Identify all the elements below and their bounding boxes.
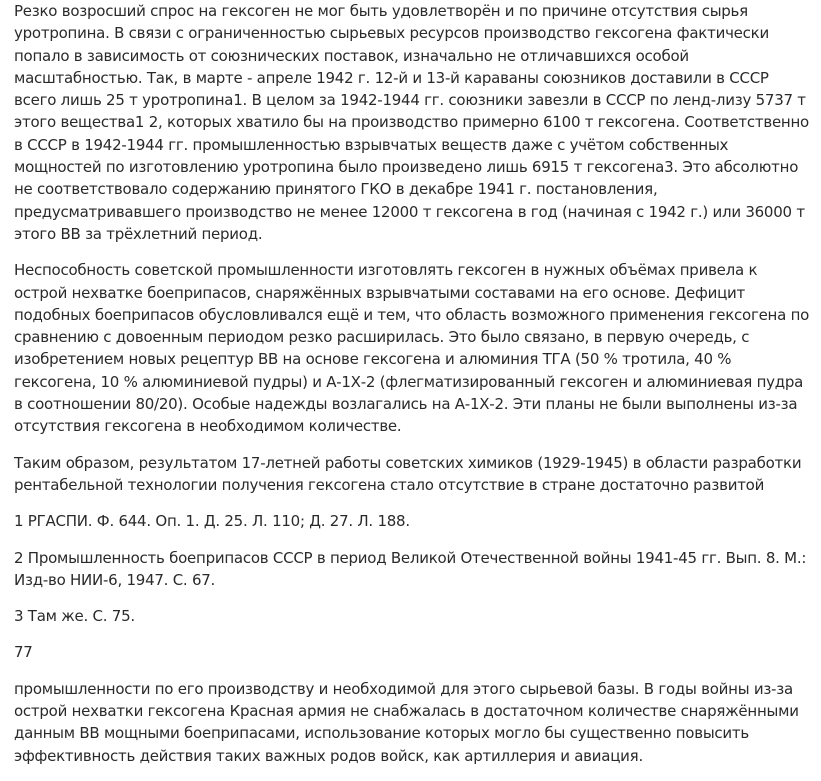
paragraph-uroptropin-shortage: Резко возросший спрос на гексоген не мог быть удовлетворён и по причине отсутствия сырья уротропина. В связи с ограниченностью сырьевых ресурсов производство гексогена фактически попало в зависимость от союзнических поставок, изначально не отличавшихся особой масштабностью. Так, в марте - апреле 1942 г. 12-й и 13-й караваны союзников доставили в СССР всего лишь 25 т уротропина1. В целом за 1942-1944 гг. союзники завезли в СССР по ленд-лизу 5737 т этого вещества1 2, которых хватило бы на производство примерно 6100 т гексогена. Соответственно в СССР в 1942-1944 гг. промышленностью взрывчатых веществ даже с учётом собственных мощностей по изготовлению уротропина было произведено лишь 6915 т гексогена3. Это абсолютно не соответствовало содержанию принятого ГКО в декабре 1941 г. постановления, предусматривавшего производство не менее 12000 т гексогена в год (начиная с 1942 г.) или 36000 т этого ВВ за трёхлетний период. [14,2,809,243]
document-body [14,0,814,781]
footnote-1: 1 РГАСПИ. Ф. 644. Оп. 1. Д. 25. Л. 110; Д. 27. Л. 188. [14,512,410,531]
paragraph-ammunition-shortage: Неспособность советской промышленности изготовлять гексоген в нужных объёмах привела к острой нехватке боеприпасов, снаряжённых взрывчатыми составами на его основе. Дефицит подобных боеприпасов обусловливался ещё и тем, что область возможного применения гексогена по сравнению с довоенным периодом резко расширилась. Это было связано, в первую очередь, с изобретением новых рецептур ВВ на основе гексогена и алюминия ТГА (50 % тротила, 40 % гексогена, 10 % алюминиевой пудры) и А-1Х-2 (флегматизированный гексоген и алюминиевая пудра в соотношении 80/20). Особые надежды возлагались на А-1Х-2. Эти планы не были выполнены из-за отсутствия гексогена в необходимом количестве. [14,261,810,436]
paragraph-conclusion-continued: промышленности по его производству и необходимой для этого сырьевой базы. В годы войны из-за острой нехватки гексогена Красная армия не снабжалась в достаточном количестве снаряжёнными данным ВВ мощными боеприпасами, использование которых могло бы существенно повысить эффективность действия таких важных родов войск, как артиллерия и авиация. [14,679,799,765]
paragraph-conclusion-start: Таким образом, результатом 17-летней работы советских химиков (1929-1945) в области разработки рентабельной технологии получения гексогена стало отсутствие в стране достаточно развитой [14,453,802,494]
footnote-2: 2 Промышленность боеприпасов СССР в период Великой Отечественной войны 1941-45 гг. Вып. 8. М.: Изд-во НИИ-6, 1947. С. 67. [14,548,807,589]
page-number: 77 [14,643,33,662]
footnote-3: 3 Там же. С. 75. [14,607,135,626]
